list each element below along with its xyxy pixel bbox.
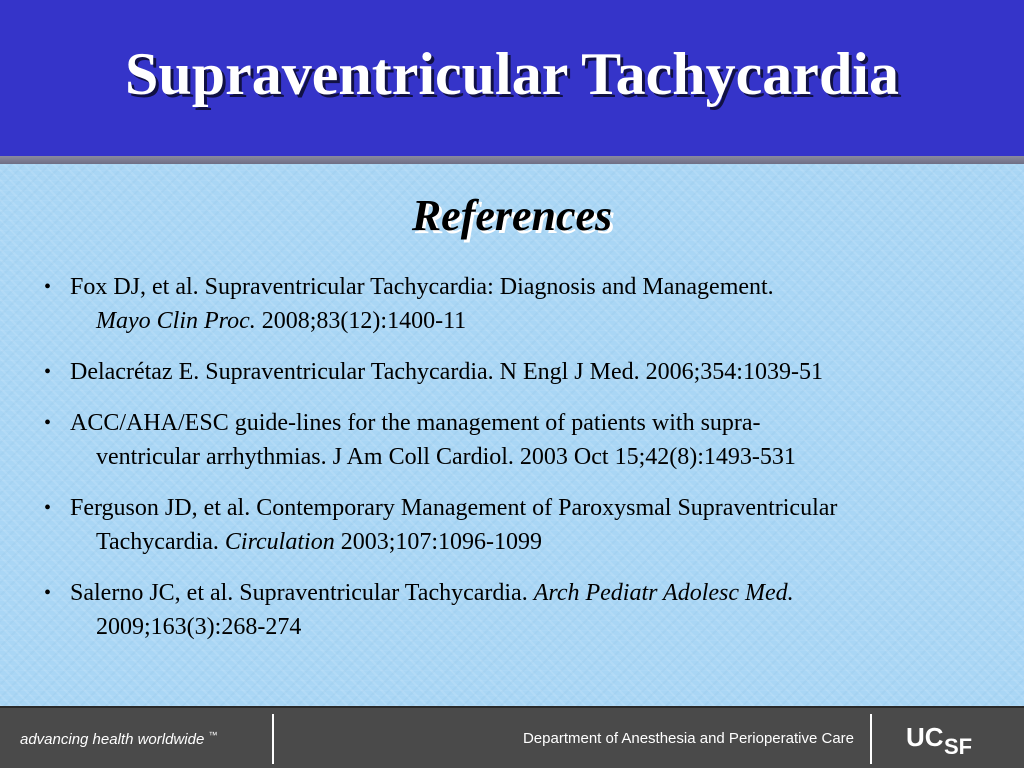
- trademark-symbol: ™: [208, 730, 218, 740]
- reference-citation: 2003;107:1096-1099: [334, 529, 543, 555]
- reference-continuation: [70, 304, 994, 338]
- journal-name: Mayo Clin Proc.: [96, 308, 256, 334]
- section-heading: References: [411, 191, 613, 240]
- footer-bar: [0, 706, 1024, 768]
- reference-text: Ferguson JD, et al. Contemporary Management of Paroxysmal Supraventricular: [70, 495, 838, 521]
- reference-item: [44, 270, 994, 338]
- bullet-icon: •: [44, 497, 52, 519]
- bullet-icon: •: [44, 361, 52, 383]
- reference-continuation: ventricular arrhythmias. J Am Coll Cardiol. 2003 Oct 15;42(8):1493-531: [96, 444, 796, 470]
- reference-item: [44, 491, 994, 559]
- bullet-icon: •: [44, 412, 52, 434]
- tagline: [20, 730, 217, 748]
- bullet-icon: •: [44, 582, 52, 604]
- reference-continuation-line: [70, 525, 994, 559]
- reference-item: [44, 576, 994, 644]
- tagline-text: advancing health worldwide: [20, 731, 205, 748]
- reference-list: [44, 270, 994, 661]
- reference-text: Fox DJ, et al. Supraventricular Tachycardia: Diagnosis and Management.: [70, 274, 774, 300]
- reference-text: Salerno JC, et al. Supraventricular Tachycardia.: [70, 580, 534, 606]
- header-divider: [0, 156, 1024, 164]
- department-name: Department of Anesthesia and Perioperative Care: [522, 730, 854, 747]
- reference-text: Delacrétaz E. Supraventricular Tachycardia. N Engl J Med. 2006;354:1039-51: [70, 359, 823, 385]
- reference-continuation: 2009;163(3):268-274: [96, 614, 302, 640]
- journal-name: Arch Pediatr Adolesc Med.: [533, 580, 794, 606]
- journal-name: Circulation: [224, 529, 335, 555]
- logo-sf: SF: [944, 734, 973, 759]
- slide-header: [0, 0, 1024, 156]
- reference-continuation: Tachycardia.: [96, 529, 225, 555]
- slide-title: Supraventricular Tachycardia: [125, 41, 899, 107]
- logo-uc: UC: [906, 722, 944, 752]
- bullet-icon: •: [44, 276, 52, 298]
- reference-item: [44, 355, 994, 389]
- reference-text: ACC/AHA/ESC guide-lines for the management of patients with supra-: [70, 410, 761, 436]
- reference-item: [44, 406, 994, 474]
- reference-citation: 2008;83(12):1400-11: [255, 308, 467, 334]
- footer-divider-left: [272, 714, 274, 764]
- ucsf-logo: [906, 720, 976, 760]
- footer-divider-right: [870, 714, 872, 764]
